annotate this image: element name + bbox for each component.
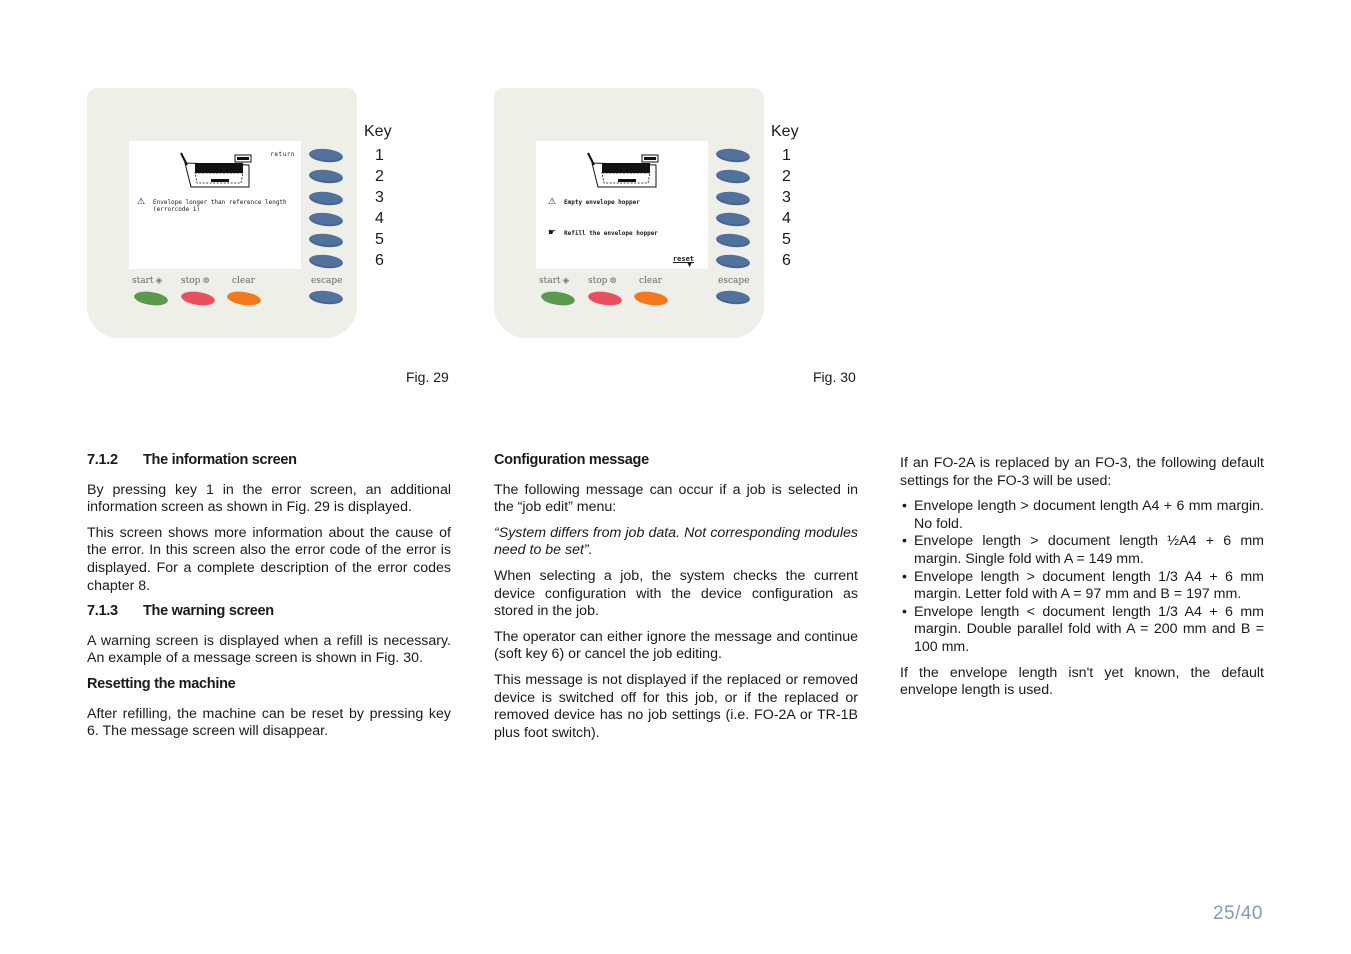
clear-label: clear	[639, 276, 662, 286]
soft-key-1[interactable]	[308, 147, 343, 163]
paragraph: This message is not displayed if the replaced or removed device is switched off for this job, or if the replaced or removed device has no job settings (i.e. FO-2A or TR-1B plus foot switch).	[494, 671, 858, 741]
screen-message-line-2: (errorcode 1)	[153, 206, 200, 213]
control-panel-fig30	[494, 88, 764, 338]
display-screen	[536, 141, 708, 269]
section-heading-7-1-3: 7.1.3 The warning screen	[87, 603, 274, 620]
escape-label: escape	[718, 276, 750, 286]
key-number-2: 2	[782, 168, 791, 185]
paragraph: By pressing key 1 in the error screen, an additional information screen as shown in Fig. 29 is displayed.	[87, 481, 451, 516]
reset-label: reset	[672, 255, 694, 263]
screen-action-line: Refill the envelope hopper	[564, 230, 658, 237]
escape-button[interactable]	[715, 289, 750, 305]
stop-circle-icon: ⊗	[609, 276, 617, 286]
quoted-message: “System differs from job data. Not corresponding modules need to be set”.	[494, 524, 858, 559]
soft-key-1[interactable]	[715, 147, 750, 163]
key-number-1: 1	[375, 147, 384, 164]
soft-key-3[interactable]	[715, 190, 750, 206]
list-item: • Envelope length > document length A4 + 6 mm margin. No fold.	[902, 498, 1264, 532]
soft-key-2[interactable]	[715, 168, 750, 184]
list-item: • Envelope length > document length ½A4 + 6 mm margin. Single fold with A = 149 mm.	[902, 533, 1264, 567]
clear-button[interactable]	[633, 290, 668, 308]
stop-label: stop ⊗	[181, 276, 210, 286]
warning-triangle-icon: ⚠	[548, 196, 557, 206]
bullet: •	[902, 568, 907, 585]
key-number-5: 5	[375, 231, 384, 248]
key-number-6: 6	[782, 252, 791, 269]
soft-key-4[interactable]	[308, 211, 343, 227]
key-number-4: 4	[782, 210, 791, 227]
paragraph: A warning screen is displayed when a refill is necessary. An example of a message screen is shown in Fig. 30.	[87, 632, 451, 667]
display-screen	[129, 141, 301, 269]
key-number-6: 6	[375, 252, 384, 269]
bullet: •	[902, 498, 907, 515]
bullet: •	[902, 603, 907, 620]
key-number-5: 5	[782, 231, 791, 248]
subheading-resetting: Resetting the machine	[87, 675, 236, 692]
section-heading-7-1-2: 7.1.2 The information screen	[87, 452, 297, 468]
warning-triangle-icon: ⚠	[137, 196, 146, 206]
key-legend-fig29	[364, 121, 392, 271]
key-legend-fig30	[771, 121, 799, 271]
start-button[interactable]	[540, 290, 575, 308]
soft-key-5[interactable]	[715, 232, 750, 248]
key-number-3: 3	[375, 189, 384, 206]
inserter-machine-icon	[584, 151, 662, 191]
screen-message-line-1: Envelope longer than reference length	[153, 199, 287, 206]
start-label: start ◈	[132, 276, 163, 286]
soft-key-6[interactable]	[715, 253, 750, 269]
escape-button[interactable]	[308, 289, 343, 305]
stop-circle-icon: ⊗	[202, 276, 210, 286]
stop-label: stop ⊗	[588, 276, 617, 286]
soft-key-2[interactable]	[308, 168, 343, 184]
paragraph: This screen shows more information about the cause of the error. In this screen also the error code of the error is displayed. For a complete description of the error codes chapter 8.	[87, 524, 451, 594]
control-panel-fig29	[87, 88, 357, 338]
start-diamond-icon: ◈	[155, 276, 163, 286]
key-number-4: 4	[375, 210, 384, 227]
start-label: start ◈	[539, 276, 570, 286]
paragraph: When selecting a job, the system checks the current device configuration with the device configuration as stored in the job.	[494, 567, 858, 620]
bullet: •	[902, 533, 907, 550]
clear-button[interactable]	[226, 290, 261, 308]
soft-key-6[interactable]	[308, 253, 343, 269]
key-number-3: 3	[782, 189, 791, 206]
soft-key-5[interactable]	[308, 232, 343, 248]
stop-button[interactable]	[587, 290, 622, 308]
page-number: 25/40	[1212, 903, 1263, 924]
text-column-2	[494, 452, 858, 750]
key-number-1: 1	[782, 147, 791, 164]
list-item: • Envelope length < document length 1/3 A4 + 6 mm margin. Double parallel fold with A = 200 mm and B = 100 mm.	[902, 603, 1264, 655]
key-title: Key	[364, 123, 392, 140]
text-column-1	[87, 452, 451, 749]
key-number-2: 2	[375, 168, 384, 185]
stop-button[interactable]	[180, 290, 215, 308]
paragraph: If the envelope length isn't yet known, the default envelope length is used.	[900, 664, 1264, 699]
paragraph: If an FO-2A is replaced by an FO-3, the following default settings for the FO-3 will be used:	[900, 455, 1264, 489]
start-button[interactable]	[133, 290, 168, 308]
default-settings-list	[900, 498, 1264, 656]
clear-label: clear	[232, 276, 255, 286]
paragraph: After refilling, the machine can be reset by pressing key 6. The message screen will disappear.	[87, 705, 451, 740]
figure-caption-29: Fig. 29	[406, 369, 449, 385]
inserter-machine-icon	[177, 151, 255, 191]
text-column-3	[900, 455, 1264, 708]
return-label: return	[270, 151, 295, 158]
start-diamond-icon: ◈	[562, 276, 570, 286]
pointing-hand-icon: ☛	[548, 227, 557, 237]
soft-key-3[interactable]	[308, 190, 343, 206]
list-item: • Envelope length > document length 1/3 A4 + 6 mm margin. Letter fold with A = 97 mm and B = 197 mm.	[902, 568, 1264, 603]
key-title: Key	[771, 123, 799, 140]
subheading-configuration-message: Configuration message	[494, 452, 649, 468]
paragraph: The operator can either ignore the message and continue (soft key 6) or cancel the job editing.	[494, 628, 858, 663]
figure-caption-30: Fig. 30	[813, 369, 856, 385]
arrow-down-icon: ▼	[686, 262, 693, 269]
screen-message-line-1: Empty envelope hopper	[564, 199, 640, 206]
escape-label: escape	[311, 276, 343, 286]
paragraph: The following message can occur if a job is selected in the “job edit” menu:	[494, 481, 858, 516]
soft-key-4[interactable]	[715, 211, 750, 227]
